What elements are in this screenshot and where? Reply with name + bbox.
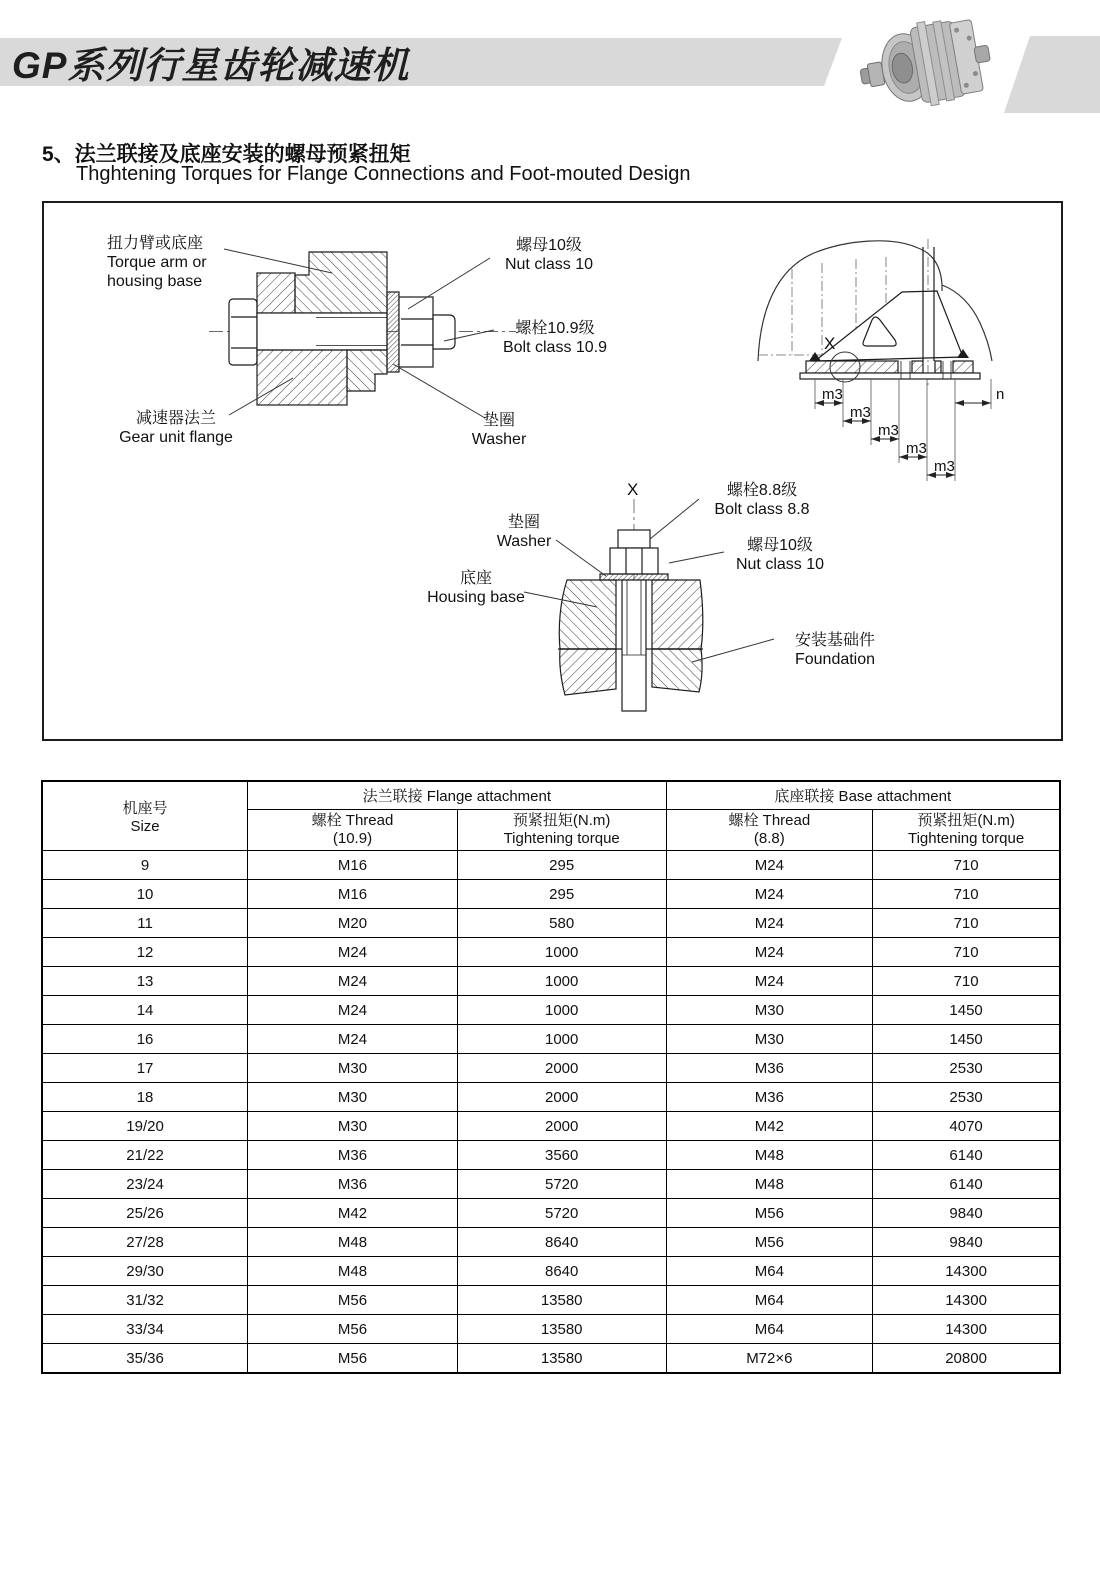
cell-flange-torque: 1000 xyxy=(457,1025,666,1054)
col-header-base-thread: 螺栓 Thread (8.8) xyxy=(666,810,873,851)
cell-flange-thread: M24 xyxy=(248,967,458,996)
cell-flange-thread: M20 xyxy=(248,909,458,938)
cell-size: 35/36 xyxy=(42,1344,248,1374)
group-header-flange-attachment: 法兰联接 Flange attachment xyxy=(248,781,666,810)
cell-base-thread: M36 xyxy=(666,1054,873,1083)
dim-m3-5: m3 xyxy=(934,458,955,475)
dim-m3-2: m3 xyxy=(850,404,871,421)
cell-base-torque: 14300 xyxy=(873,1257,1060,1286)
col-header-base-torque: 预紧扭矩(N.m) Tightening torque xyxy=(873,810,1060,851)
x-mark-foot-view: X xyxy=(824,334,836,353)
dim-m3-3: m3 xyxy=(878,422,899,439)
cell-flange-thread: M30 xyxy=(248,1054,458,1083)
dim-n: n xyxy=(996,386,1005,403)
cell-flange-thread: M24 xyxy=(248,1025,458,1054)
table-row xyxy=(42,1083,1060,1112)
table-row xyxy=(42,1054,1060,1083)
cell-flange-torque: 580 xyxy=(457,909,666,938)
cell-flange-thread: M24 xyxy=(248,938,458,967)
cell-base-torque: 710 xyxy=(873,851,1060,880)
gear-reducer-image xyxy=(858,12,994,116)
table-row xyxy=(42,1228,1060,1257)
cell-base-torque: 14300 xyxy=(873,1286,1060,1315)
cell-base-thread: M42 xyxy=(666,1112,873,1141)
cell-base-thread: M48 xyxy=(666,1141,873,1170)
header-deco-parallelogram xyxy=(1004,36,1100,113)
x-mark-foundation-view: X xyxy=(627,480,639,499)
label-foundation: 安装基础件 Foundation xyxy=(794,632,876,668)
cell-size: 33/34 xyxy=(42,1315,248,1344)
cell-flange-torque: 1000 xyxy=(457,938,666,967)
label-housing-base: 底座 Housing base xyxy=(427,570,525,606)
dim-m3-1: m3 xyxy=(822,386,843,403)
table-row xyxy=(42,1170,1060,1199)
cell-base-thread: M64 xyxy=(666,1257,873,1286)
cell-base-thread: M24 xyxy=(666,851,873,880)
cell-size: 12 xyxy=(42,938,248,967)
cell-flange-torque: 13580 xyxy=(457,1286,666,1315)
cell-flange-torque: 2000 xyxy=(457,1112,666,1141)
cell-base-thread: M56 xyxy=(666,1228,873,1257)
table-row xyxy=(42,909,1060,938)
dim-m3-4: m3 xyxy=(906,440,927,457)
cell-size: 29/30 xyxy=(42,1257,248,1286)
flange-section-drawing xyxy=(209,249,516,418)
cell-base-torque: 6140 xyxy=(873,1141,1060,1170)
group-header-base-attachment: 底座联接 Base attachment xyxy=(666,781,1060,810)
cell-base-thread: M56 xyxy=(666,1199,873,1228)
label-washer-foundation: 垫圈 Washer xyxy=(496,514,552,550)
cell-size: 9 xyxy=(42,851,248,880)
cell-base-torque: 1450 xyxy=(873,1025,1060,1054)
cell-flange-torque: 8640 xyxy=(457,1257,666,1286)
cell-base-torque: 4070 xyxy=(873,1112,1060,1141)
diagram-box xyxy=(42,201,1063,741)
table-row xyxy=(42,967,1060,996)
cell-base-torque: 14300 xyxy=(873,1315,1060,1344)
label-washer-flange: 垫圈 Washer xyxy=(471,412,527,448)
cell-flange-thread: M36 xyxy=(248,1141,458,1170)
table-row xyxy=(42,996,1060,1025)
cell-base-torque: 9840 xyxy=(873,1228,1060,1257)
section-title-zh: 5、法兰联接及底座安装的螺母预紧扭矩 xyxy=(42,143,411,166)
page-title: GP系列行星齿轮减速机 xyxy=(12,45,410,86)
torque-table xyxy=(41,780,1061,1374)
label-torque-arm: 扭力臂或底座 Torque arm or housing base xyxy=(107,235,207,290)
cell-base-torque: 710 xyxy=(873,909,1060,938)
cell-base-thread: M24 xyxy=(666,938,873,967)
table-row xyxy=(42,938,1060,967)
cell-base-thread: M24 xyxy=(666,909,873,938)
cell-base-thread: M72×6 xyxy=(666,1344,873,1374)
cell-flange-torque: 1000 xyxy=(457,996,666,1025)
cell-flange-thread: M30 xyxy=(248,1083,458,1112)
cell-base-torque: 2530 xyxy=(873,1083,1060,1112)
cell-size: 31/32 xyxy=(42,1286,248,1315)
col-header-flange-thread: 螺栓 Thread (10.9) xyxy=(248,810,458,851)
col-header-flange-torque: 预紧扭矩(N.m) Tightening torque xyxy=(457,810,666,851)
cell-flange-torque: 3560 xyxy=(457,1141,666,1170)
cell-flange-torque: 1000 xyxy=(457,967,666,996)
cell-flange-thread: M16 xyxy=(248,851,458,880)
cell-base-torque: 9840 xyxy=(873,1199,1060,1228)
table-row xyxy=(42,1112,1060,1141)
cell-flange-thread: M30 xyxy=(248,1112,458,1141)
cell-flange-thread: M24 xyxy=(248,996,458,1025)
table-row xyxy=(42,1315,1060,1344)
table-row xyxy=(42,1257,1060,1286)
cell-size: 17 xyxy=(42,1054,248,1083)
table-row xyxy=(42,1344,1060,1374)
cell-size: 27/28 xyxy=(42,1228,248,1257)
table-row xyxy=(42,851,1060,880)
table-row xyxy=(42,1141,1060,1170)
cell-flange-thread: M16 xyxy=(248,880,458,909)
cell-size: 21/22 xyxy=(42,1141,248,1170)
cell-flange-thread: M56 xyxy=(248,1315,458,1344)
cell-base-torque: 20800 xyxy=(873,1344,1060,1374)
table-row xyxy=(42,1199,1060,1228)
cell-size: 18 xyxy=(42,1083,248,1112)
cell-base-torque: 710 xyxy=(873,938,1060,967)
cell-flange-thread: M36 xyxy=(248,1170,458,1199)
cell-base-torque: 1450 xyxy=(873,996,1060,1025)
cell-size: 10 xyxy=(42,880,248,909)
cell-flange-torque: 2000 xyxy=(457,1054,666,1083)
table-row xyxy=(42,880,1060,909)
cell-flange-torque: 13580 xyxy=(457,1344,666,1374)
cell-flange-thread: M56 xyxy=(248,1286,458,1315)
cell-base-torque: 710 xyxy=(873,967,1060,996)
cell-size: 23/24 xyxy=(42,1170,248,1199)
cell-flange-torque: 2000 xyxy=(457,1083,666,1112)
cell-flange-thread: M42 xyxy=(248,1199,458,1228)
label-bolt-class109: 螺栓10.9级 Bolt class 10.9 xyxy=(502,320,608,356)
cell-size: 14 xyxy=(42,996,248,1025)
cell-base-torque: 710 xyxy=(873,880,1060,909)
cell-base-thread: M24 xyxy=(666,967,873,996)
cell-base-thread: M30 xyxy=(666,996,873,1025)
cell-flange-thread: M48 xyxy=(248,1228,458,1257)
label-nut-class10-foundation: 螺母10级 Nut class 10 xyxy=(735,537,825,573)
cell-flange-torque: 295 xyxy=(457,880,666,909)
col-header-size: 机座号 Size xyxy=(42,781,248,851)
foot-mount-drawing xyxy=(758,239,992,481)
cell-flange-torque: 8640 xyxy=(457,1228,666,1257)
cell-size: 11 xyxy=(42,909,248,938)
label-gear-unit-flange: 减速器法兰 Gear unit flange xyxy=(119,410,233,446)
table-row xyxy=(42,1025,1060,1054)
cell-base-thread: M64 xyxy=(666,1315,873,1344)
cell-flange-torque: 5720 xyxy=(457,1170,666,1199)
cell-size: 13 xyxy=(42,967,248,996)
cell-flange-torque: 13580 xyxy=(457,1315,666,1344)
cell-size: 19/20 xyxy=(42,1112,248,1141)
label-bolt-class88: 螺栓8.8级 Bolt class 8.8 xyxy=(714,482,810,518)
label-nut-class10-flange: 螺母10级 Nut class 10 xyxy=(504,237,594,273)
section-title-en: Thghtening Torques for Flange Connections and Foot-mouted Design xyxy=(76,163,691,185)
cell-size: 16 xyxy=(42,1025,248,1054)
cell-base-thread: M64 xyxy=(666,1286,873,1315)
table-row xyxy=(42,1286,1060,1315)
cell-flange-thread: M48 xyxy=(248,1257,458,1286)
cell-base-thread: M24 xyxy=(666,880,873,909)
cell-base-thread: M30 xyxy=(666,1025,873,1054)
cell-flange-thread: M56 xyxy=(248,1344,458,1374)
cell-base-torque: 2530 xyxy=(873,1054,1060,1083)
cell-base-torque: 6140 xyxy=(873,1170,1060,1199)
table-group-header-row xyxy=(42,781,1060,810)
cell-flange-torque: 295 xyxy=(457,851,666,880)
cell-size: 25/26 xyxy=(42,1199,248,1228)
cell-flange-torque: 5720 xyxy=(457,1199,666,1228)
cell-base-thread: M36 xyxy=(666,1083,873,1112)
cell-base-thread: M48 xyxy=(666,1170,873,1199)
